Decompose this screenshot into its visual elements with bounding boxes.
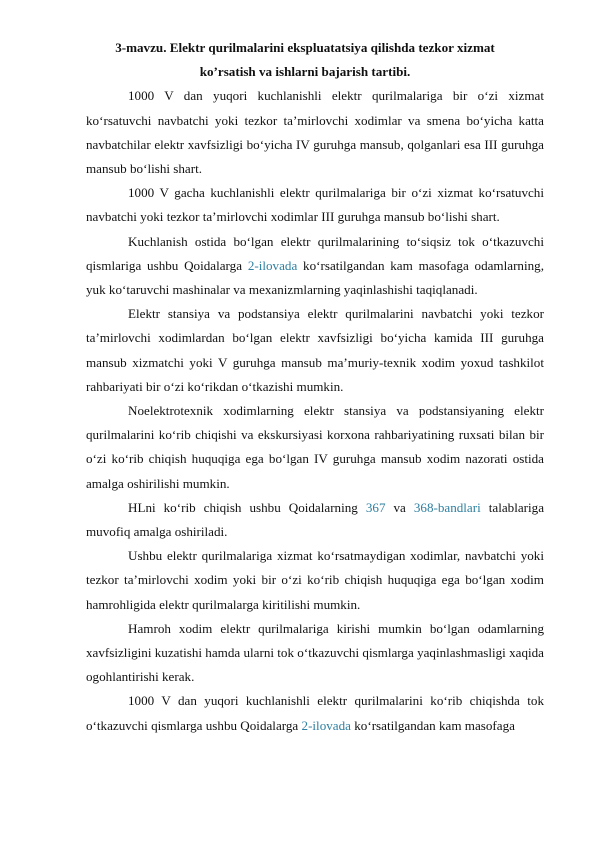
paragraph-2: 1000 V gacha kuchlanishli elektr qurilmalariga bir o‘zi xizmat ko‘rsatuvchi navbatchi yoki tezkor ta’mirlovchi xodimlar III guruhga mansub bo‘lishi shart. (86, 185, 544, 225)
appendix-2-link[interactable]: 2-ilovada (247, 257, 298, 273)
paragraph-3 (86, 230, 544, 303)
paragraph-9 (86, 689, 544, 737)
paragraph-4: Elektr stansiya va podstansiya elektr qurilmalarini navbatchi yoki tezkor ta’mirlovchi xodimlardan bo‘lgan elektr xavfsizligi bo‘yicha kamida III guruhga mansub xizmatchi yoki V guruhga mansub ma’muriy-texnik xodim yoxud tashkilot rahbariyati bir o‘zi ko‘rikdan o‘tkazishi mumkin. (86, 306, 544, 394)
paragraph-5: Noelektrotexnik xodimlarning elektr stansiya va podstansiyaning elektr qurilmalarini ko‘rib chiqishi va ekskursiyasi korxona rahbariyatining ruxsati bilan bir o‘zi ko‘rib chiqish huquqiga ega bo‘lgan IV guruhga mansub xodim nazorati ostida amalga oshirilishi mumkin. (86, 403, 544, 491)
paragraph-6-text-a: HLni ko‘rib chiqish ushbu Qoidalarning (128, 499, 366, 515)
paragraph-8: Hamroh xodim elektr qurilmalariga kirishi mumkin bo‘lgan odamlarning xavfsizligini kuzatishi hamda ularni tok o‘tkazuvchi qismlarga yaqinlashmasligi xaqida ogohlantirishi kerak. (86, 620, 544, 685)
paragraph-3-text-b: ko‘rsatilgandan kam masofaga odamlarning, yuk ko‘taruvchi mashinalar va mexanizmlarning yaqinlashishi taqiqlanadi. (86, 257, 544, 298)
paragraph-6-text-mid: va (385, 499, 414, 515)
paragraph-7: Ushbu elektr qurilmalariga xizmat ko‘rsatmaydigan xodimlar, navbatchi yoki tezkor ta’mirlovchi xodim yoki bir o‘zi ko‘rib chiqish huquqiga ega bo‘lgan xodim hamrohligida elektr qurilmalarga kiritilishi mumkin. (86, 548, 544, 612)
item-367-link[interactable]: 367 (365, 499, 386, 515)
paragraph-9-text-a: 1000 V dan yuqori kuchlanishli elektr qurilmalarini ko‘rib chiqishda tok o‘tkazuvchi qismlarga ushbu Qoidalarga (86, 693, 544, 733)
paragraph-9-text-b: ko‘rsatilgandan kam masofaga (350, 717, 515, 733)
appendix-2-link-second[interactable]: 2-ilovada (301, 717, 351, 733)
title-line-1: 3-mavzu. Elektr qurilmalarini ekspluatatsiya qilishda tezkor xizmat (115, 40, 495, 55)
topic-title (86, 36, 544, 84)
paragraph-6-text-b: talablariga muvofiq amalga oshiriladi. (86, 499, 545, 540)
item-368-link[interactable]: 368-bandlari (413, 499, 481, 515)
paragraph-1: 1000 V dan yuqori kuchlanishli elektr qurilmalariga bir o‘zi xizmat ko‘rsatuvchi navbatchi yoki tezkor ta’mirlovchi xodimlar va smena bo‘yicha katta navbatchilar elektr xavfsizligi bo‘yicha IV guruhga mansub, qolganlari esa III guruhga mansub bo‘lishi shart. (86, 88, 544, 177)
title-line-2: ko’rsatish va ishlarni bajarish tartibi. (199, 64, 411, 80)
paragraph-3-text-a: Kuchlanish ostida bo‘lgan elektr qurilmalarining to‘siqsiz tok o‘tkazuvchi qismlariga ushbu Qoidalarga (86, 233, 544, 273)
paragraph-6 (86, 496, 544, 544)
